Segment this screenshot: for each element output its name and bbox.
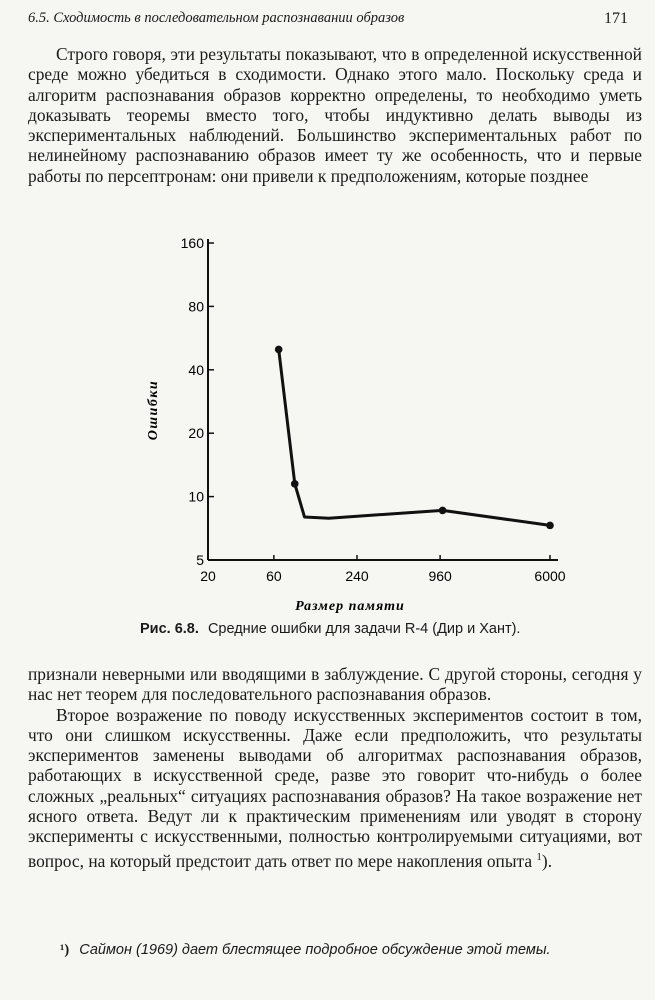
footnote-text: Саймон (1969) дает блестящее подробное обсуждение этой темы.	[79, 942, 551, 958]
paragraph-text: Второе возражение по поводу искусственных экспериментов состоит в том, что они слишком искусственны. Даже если предположить, что результаты экспериментов заменены выводами об алгоритмах распознавания образов, работающих в искусственной среде, разве это говорит что-нибудь о более сложных „реальных“ ситуациях распознавания образов? На такое возражение нет ясного ответа. Ведут ли к практическим применениям или уводят в сторону эксперименты с искусственными, полностью контролируемыми ситуациями, вот вопрос, на который предстоит дать ответ по мере накопления опыта	[28, 704, 642, 871]
y-tick-label: 20	[188, 425, 204, 442]
page-number: 171	[604, 10, 628, 27]
running-title: 6.5. Сходимость в последовательном распознавании образов	[28, 10, 405, 26]
data-point	[439, 507, 447, 515]
x-tick-label: 60	[266, 568, 282, 584]
data-point	[546, 522, 554, 530]
figure-caption-text: Средние ошибки для задачи R-4 (Дир и Хант).	[207, 621, 521, 637]
y-tick-label: 10	[188, 488, 204, 505]
x-tick-label: 960	[428, 568, 452, 584]
x-axis-label: Размер памяти	[295, 599, 405, 614]
footnote	[60, 942, 640, 959]
x-tick-label: 6000	[534, 568, 566, 584]
error-chart	[130, 225, 580, 620]
footnote-ref: 1	[536, 850, 542, 863]
x-tick-label: 20	[200, 568, 216, 584]
paragraph-end: ).	[541, 850, 553, 871]
body-text-bottom	[28, 664, 642, 871]
paragraph: признали неверными или вводящими в заблуждение. С другой стороны, сегодня у нас нет теорем для последовательного распознавания образов.	[28, 664, 642, 705]
paragraph: Строго говоря, эти результаты показывают, что в определенной искусственной среде можно убедиться в сходимости. Однако этого мало. Поскольку среда и алгоритм распознавания образов корректно определены, то необходимо уметь доказывать теоремы вместо того, чтобы индуктивно делать выводы из экспериментальных наблюдений. Большинство экспериментальных работ по нелинейному распознаванию образов имеет ту же особенность, что и первые работы по персептронам: они привели к предположениям, которые позднее	[28, 44, 642, 186]
y-tick-label: 5	[196, 552, 204, 568]
figure-label: Рис. 6.8.	[140, 621, 199, 637]
figure-caption	[140, 621, 610, 637]
figure-6-8	[130, 225, 580, 620]
y-tick-label: 40	[188, 361, 204, 378]
y-tick-label: 160	[180, 235, 204, 251]
body-text-top	[28, 44, 642, 186]
paragraph	[28, 705, 642, 871]
chart-axes	[208, 239, 558, 560]
series-layer	[275, 346, 554, 530]
data-point	[291, 480, 299, 488]
x-tick-label: 240	[345, 568, 369, 584]
footnote-mark: ¹)	[60, 942, 70, 958]
y-tick-label: 80	[188, 298, 204, 315]
y-axis-label: Ошибки	[146, 379, 161, 441]
running-head	[28, 10, 628, 30]
data-point	[275, 346, 283, 354]
series-line	[279, 349, 550, 525]
